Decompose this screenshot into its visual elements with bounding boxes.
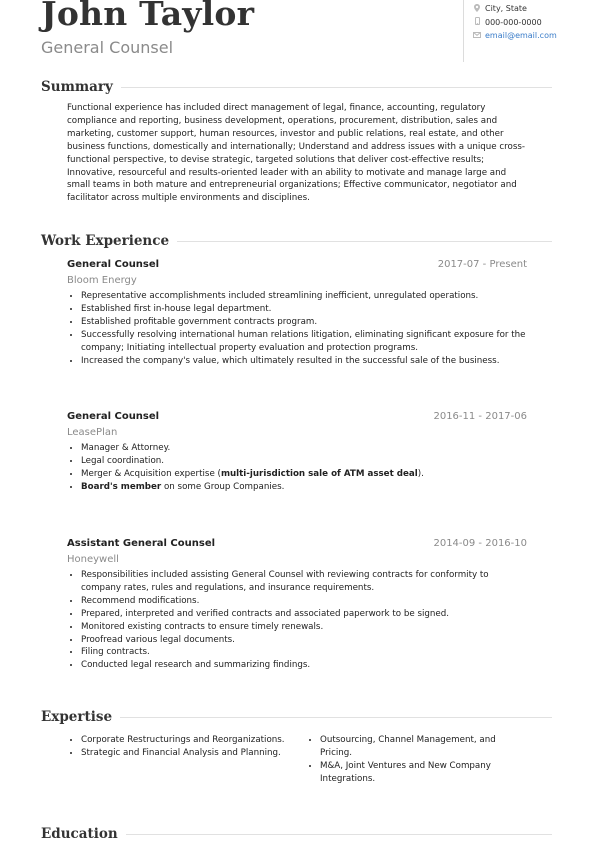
job-entry-1 [67,259,527,367]
phone-icon [472,17,482,27]
summary-text: Functional experience has included direct management of legal, finance, accounting, regulatory compliance and reporting, business development, operations, procurement, distribution, sales and marketing, customer support, human resources, investor and public relations, real estate, and other business functions, domestically and internationally; Understand and address issues with a unique cross-functional perspective, to devise strategic, targeted solutions that deliver cost-effective results; Innovative, resourceful and results-oriented leader with an ability to motivate and manage large and small teams in both mature and entrepreneurial organizations; Effective communicator, negotiator and facilitator across multiple environments and disciplines. [67,103,526,204]
email-link[interactable]: email@email.com [485,31,557,40]
work-section-header [41,233,552,249]
list-item: • Representative accomplishments included streamlining inefficient, unregulated operations. [81,290,527,303]
list-item: • Monitored existing contracts to ensure timely renewals. [81,621,527,634]
job-dates: 2014-09 - 2016-10 [433,538,527,549]
job-role: General Counsel [67,411,160,422]
list-item: • Outsourcing, Channel Management, and Pricing. [320,734,525,760]
list-item: • Responsibilities included assisting General Counsel with reviewing contracts for conformity to company rates, rules and regulations, and insurance requirements. [81,569,527,595]
summary-heading: Summary [41,79,113,95]
work-heading: Work Experience [41,233,170,249]
list-item: • Filing contracts. [81,646,527,659]
education-section-header [41,826,552,842]
contact-email[interactable] [472,29,557,42]
section-divider [121,87,552,88]
list-item: • Recommend modifications. [81,595,527,608]
bullet-text: Merger & Acquisition expertise ( [81,468,221,479]
list-item: • Prepared, interpreted and verified contracts and associated paperwork to be signed. [81,608,527,621]
job-company: LeasePlan [67,427,118,438]
job-dates: 2016-11 - 2017-06 [433,411,527,422]
job-entry-2 [67,411,527,494]
list-item: • Established profitable government contracts program. [81,316,527,329]
candidate-name: John Taylor [41,0,255,33]
job-company: Bloom Energy [67,275,137,286]
expertise-section-header [41,709,552,725]
bullet-text: ). [417,468,424,479]
job-dates: 2017-07 - Present [437,259,527,270]
expertise-list-right [306,734,525,786]
bullet-emphasis: multi-jurisdiction sale of ATM asset deal [220,468,418,479]
education-heading: Education [41,826,118,842]
list-item: • Established first in-house legal department. [81,303,527,316]
list-item: • Successfully resolving international human relations litigation, eliminating significant exposure for the company; Initiating intellectual property evaluation and protection programs. [81,329,527,355]
candidate-title: General Counsel [41,38,174,57]
phone-text: 000-000-0000 [485,17,542,27]
location-text: City, State [485,4,527,13]
list-item: • Increased the company's value, which ultimately resulted in the successful sale of the business. [81,355,527,368]
expertise-lists [67,734,527,786]
job-bullets [67,442,527,494]
section-divider [177,241,552,242]
job-entry-3 [67,538,527,672]
list-item: • Strategic and Financial Analysis and Planning. [81,747,286,760]
list-item: • Corporate Restructurings and Reorganizations. [81,734,286,747]
section-divider [126,834,552,835]
job-role: Assistant General Counsel [67,538,216,549]
list-item [81,481,527,494]
list-item: • M&A, Joint Ventures and New Company Integrations. [320,760,525,786]
expertise-heading: Expertise [41,709,113,725]
job-bullets [67,290,527,367]
bullet-text: on some Group Companies. [161,481,285,492]
list-item [81,468,527,481]
expertise-list-left [67,734,286,786]
contact-block [463,0,557,62]
job-bullets [67,569,527,672]
summary-section-header [41,79,552,95]
contact-location [472,2,557,15]
list-item: • Proofread various legal documents. [81,634,527,647]
list-item: • Conducted legal research and summarizing findings. [81,659,527,672]
list-item: • Manager & Attorney. [81,442,527,455]
section-divider [120,717,552,718]
list-item: • Legal coordination. [81,455,527,468]
envelope-icon [472,32,482,40]
job-role: General Counsel [67,259,160,270]
bullet-emphasis: Board's member [81,481,162,492]
map-pin-icon [472,4,482,14]
contact-phone [472,16,557,29]
job-company: Honeywell [67,554,119,565]
